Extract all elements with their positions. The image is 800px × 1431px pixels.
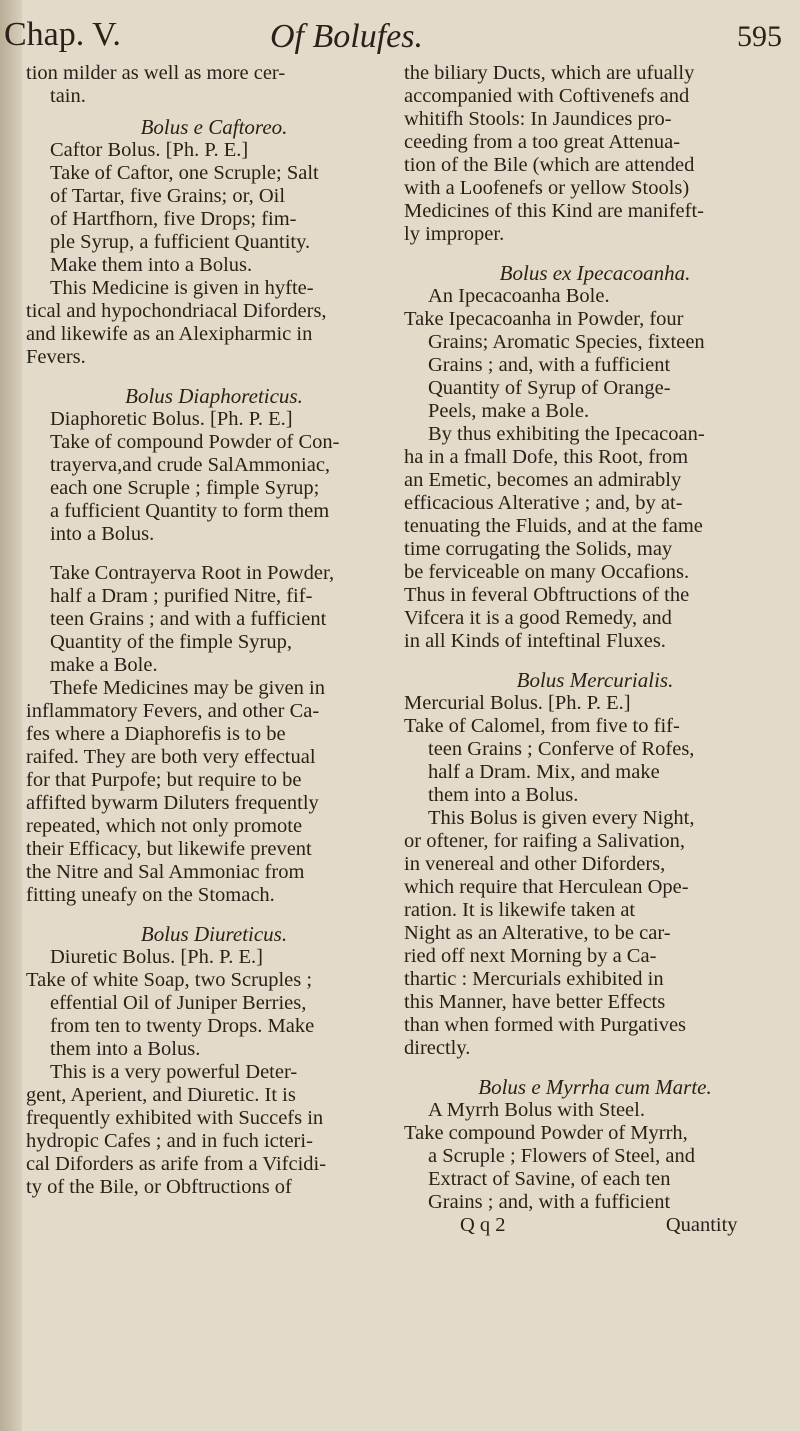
running-head xyxy=(0,6,800,66)
text-line: tion milder as well as more cer- xyxy=(26,62,286,84)
text-line: which require that Herculean Ope- xyxy=(404,876,689,898)
text-line: accompanied with Coftivenefs and xyxy=(404,85,690,107)
text-line: each one Scruple ; fimple Syrup; xyxy=(50,477,320,499)
text-line: Peels, make a Bole. xyxy=(428,400,590,422)
text-line: teen Grains ; Conferve of Rofes, xyxy=(428,738,695,760)
text-line: of Tartar, five Grains; or, Oil xyxy=(50,185,286,207)
text-line: trayerva,and crude SalAmmoniac, xyxy=(50,454,331,476)
text-line: Fevers. xyxy=(26,346,86,368)
text-line: gent, Aperient, and Diuretic. It is xyxy=(26,1084,296,1106)
text-line: the biliary Ducts, which are ufually xyxy=(404,62,695,84)
text-line: Diaphoretic Bolus. [Ph. P. E.] xyxy=(50,408,293,430)
catchword: Quantity xyxy=(665,1214,738,1236)
text-line: Vifcera it is a good Remedy, and xyxy=(404,607,672,629)
text-line: in all Kinds of inteftinal Fluxes. xyxy=(404,630,666,652)
text-line: Take Contrayerva Root in Powder, xyxy=(50,562,335,584)
text-line: them into a Bolus. xyxy=(428,784,579,806)
text-line: This Bolus is given every Night, xyxy=(428,807,695,829)
text-line: ried off next Morning by a Ca- xyxy=(404,945,657,967)
text-line: the Nitre and Sal Ammoniac from xyxy=(26,861,305,883)
text-line: for that Purpofe; but require to be xyxy=(26,769,302,791)
text-line: effential Oil of Juniper Berries, xyxy=(50,992,307,1014)
text-line: ceeding from a too great Attenua- xyxy=(404,131,681,153)
text-line: ha in a fmall Dofe, this Root, from xyxy=(404,446,689,468)
text-line: whitifh Stools: In Jaundices pro- xyxy=(404,108,672,130)
text-line: their Efficacy, but likewife prevent xyxy=(26,838,312,860)
text-line: Quantity of Syrup of Orange- xyxy=(428,377,671,399)
text-line: from ten to twenty Drops. Make xyxy=(50,1015,315,1037)
page-number: 595 xyxy=(737,20,782,53)
text-line: Grains; Aromatic Species, fixteen xyxy=(428,331,705,353)
text-line: frequently exhibited with Succefs in xyxy=(26,1107,324,1129)
text-line: repeated, which not only promote xyxy=(26,815,303,837)
text-line: and likewife as an Alexipharmic in xyxy=(26,323,313,345)
text-line: This is a very powerful Deter- xyxy=(50,1061,298,1083)
text-line: Thus in feveral Obftructions of the xyxy=(404,584,690,606)
text-line: thartic : Mercurials exhibited in xyxy=(404,968,664,990)
text-line: Thefe Medicines may be given in xyxy=(50,677,325,699)
text-line: be ferviceable on many Occafions. xyxy=(404,561,690,583)
text-line: tain. xyxy=(50,85,86,107)
text-line: in venereal and other Diforders, xyxy=(404,853,666,875)
text-line: of Hartfhorn, five Drops; fim- xyxy=(50,208,297,230)
text-line: Diuretic Bolus. [Ph. P. E.] xyxy=(50,946,263,968)
text-line: Take of Calomel, from five to fif- xyxy=(404,715,680,737)
text-line: a fufficient Quantity to form them xyxy=(50,500,330,522)
text-line: A Myrrh Bolus with Steel. xyxy=(428,1099,645,1121)
text-line: a Scruple ; Flowers of Steel, and xyxy=(428,1145,696,1167)
left-column xyxy=(26,62,402,1199)
text-line: Take Ipecacoanha in Powder, four xyxy=(404,308,684,330)
text-line: tion of the Bile (which are attended xyxy=(404,154,695,176)
signature-mark: Q q 2 xyxy=(460,1214,506,1236)
text-line: tical and hypochondriacal Diforders, xyxy=(26,300,327,322)
right-column xyxy=(404,62,786,1237)
text-line: hydropic Cafes ; and in fuch icteri- xyxy=(26,1130,313,1152)
text-line: make a Bole. xyxy=(50,654,158,676)
text-line: Medicines of this Kind are manifeft- xyxy=(404,200,705,222)
text-line: them into a Bolus. xyxy=(50,1038,201,1060)
catchline xyxy=(404,1214,786,1237)
section-title: Bolus Mercurialis. xyxy=(516,668,674,692)
text-line: An Ipecacoanha Bole. xyxy=(428,285,610,307)
text-line: This Medicine is given in hyfte- xyxy=(50,277,314,299)
text-line: Grains ; and, with a fufficient xyxy=(428,1191,671,1213)
text-line: Quantity of the fimple Syrup, xyxy=(50,631,292,653)
section-title: Bolus Diaphoreticus. xyxy=(125,384,303,408)
text-line: ly improper. xyxy=(404,223,505,245)
text-line: half a Dram. Mix, and make xyxy=(428,761,660,783)
text-line: into a Bolus. xyxy=(50,523,155,545)
text-line: cal Diforders as arife from a Vifcidi- xyxy=(26,1153,327,1175)
text-line: raifed. They are both very effectual xyxy=(26,746,316,768)
text-line: directly. xyxy=(404,1037,471,1059)
text-line: with a Loofenefs or yellow Stools) xyxy=(404,177,690,199)
text-line: ty of the Bile, or Obftructions of xyxy=(26,1176,292,1198)
spine-shadow xyxy=(0,0,22,1431)
text-line: tenuating the Fluids, and at the fame xyxy=(404,515,703,537)
text-line: Night as an Alterative, to be car- xyxy=(404,922,671,944)
text-line: ple Syrup, a fufficient Quantity. xyxy=(50,231,311,253)
text-line: Take of compound Powder of Con- xyxy=(50,431,340,453)
text-line: Extract of Savine, of each ten xyxy=(428,1168,671,1190)
text-line: Take of Caftor, one Scruple; Salt xyxy=(50,162,319,184)
text-line: this Manner, have better Effects xyxy=(404,991,666,1013)
text-line: Mercurial Bolus. [Ph. P. E.] xyxy=(404,692,631,714)
section-title: Bolus e Caftoreo. xyxy=(140,115,288,139)
text-line: By thus exhibiting the Ipecacoan- xyxy=(428,423,705,445)
running-title: Of Bolufes. xyxy=(270,18,423,55)
text-line: time corrugating the Solids, may xyxy=(404,538,673,560)
section-title: Bolus e Myrrha cum Marte. xyxy=(478,1075,712,1099)
text-line: teen Grains ; and with a fufficient xyxy=(50,608,327,630)
text-line: Take compound Powder of Myrrh, xyxy=(404,1122,688,1144)
text-line: or oftener, for raifing a Salivation, xyxy=(404,830,685,852)
text-line: Make them into a Bolus. xyxy=(50,254,253,276)
text-line: Caftor Bolus. [Ph. P. E.] xyxy=(50,139,249,161)
text-line: Grains ; and, with a fufficient xyxy=(428,354,671,376)
text-line: than when formed with Purgatives xyxy=(404,1014,687,1036)
text-line: half a Dram ; purified Nitre, fif- xyxy=(50,585,313,607)
chapter-label: Chap. V. xyxy=(4,16,121,53)
section-title: Bolus ex Ipecacoanha. xyxy=(499,261,691,285)
text-line: efficacious Alterative ; and, by at- xyxy=(404,492,683,514)
text-line: inflammatory Fevers, and other Ca- xyxy=(26,700,320,722)
text-line: affifted bywarm Diluters frequently xyxy=(26,792,319,814)
section-title: Bolus Diureticus. xyxy=(140,922,288,946)
text-line: an Emetic, becomes an admirably xyxy=(404,469,682,491)
text-line: ration. It is likewife taken at xyxy=(404,899,636,921)
text-line: fes where a Diaphorefis is to be xyxy=(26,723,286,745)
text-line: Take of white Soap, two Scruples ; xyxy=(26,969,313,991)
text-line: fitting uneafy on the Stomach. xyxy=(26,884,275,906)
